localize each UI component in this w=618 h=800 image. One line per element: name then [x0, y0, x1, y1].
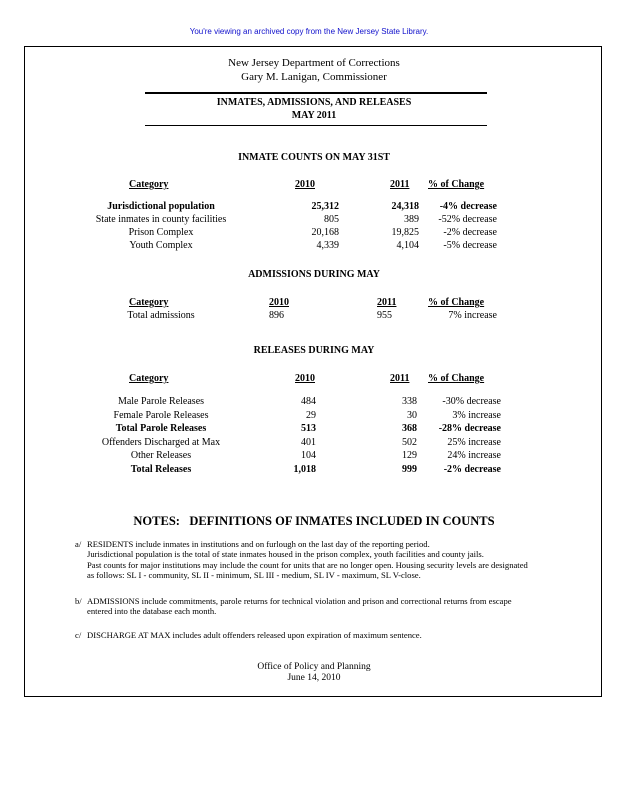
value-2011-cell: 24,318 [391, 201, 419, 212]
counts-row [25, 239, 603, 252]
category-cell: Offenders Discharged at Max [101, 436, 221, 448]
header-rule-top [145, 92, 487, 94]
note-a [77, 539, 577, 583]
counts-row [25, 200, 603, 213]
change-cell: -4% decrease [439, 201, 497, 212]
admissions-heading: ADMISSIONS DURING MAY [248, 269, 380, 280]
admissions-col-2010: 2010 [269, 297, 289, 308]
counts-col-change: % of Change [428, 179, 485, 190]
change-cell: -2% decrease [443, 463, 501, 475]
value-2011-cell: 30 [407, 409, 417, 421]
change-cell: -2% decrease [443, 227, 497, 238]
change-cell: 7% increase [448, 310, 497, 321]
value-2010-cell: 401 [301, 436, 316, 448]
category-cell: Jurisdictional population [107, 201, 215, 212]
change-cell: -28% decrease [438, 423, 501, 434]
note-a-line: RESIDENTS include inmates in institutions and on furlough on the last day of the reporting period. [87, 539, 430, 549]
notes-title: NOTES: DEFINITIONS OF INMATES INCLUDED IN COUNTS [133, 514, 495, 528]
releases-col-2010: 2010 [295, 373, 315, 384]
note-b [77, 596, 577, 618]
change-cell: -5% decrease [443, 240, 497, 251]
category-cell: State inmates in county facilities [95, 214, 227, 225]
releases-col-change: % of Change [428, 373, 485, 384]
note-c-line: DISCHARGE AT MAX includes adult offenders released upon expiration of maximum sentence. [87, 630, 422, 640]
counts-col-2010: 2010 [295, 179, 315, 190]
category-cell: Prison Complex [128, 227, 194, 238]
change-cell: 24% increase [447, 450, 501, 461]
releases-row [25, 449, 603, 462]
note-b-line: entered into the database each month. [87, 606, 217, 617]
releases-heading: RELEASES DURING MAY [253, 345, 375, 356]
value-2011-cell: 129 [402, 450, 417, 461]
category-cell: Female Parole Releases [113, 409, 209, 421]
note-a-line: as follows: SL I - community, SL II - minimum, SL III - medium, SL IV - maximum, SL V-close. [87, 569, 421, 580]
note-a-line: Past counts for major institutions may include the count for units that are no longer open. Housing security levels are designated [87, 559, 528, 570]
archive-banner: You're viewing an archived copy from the New Jersey State Library. [189, 27, 429, 36]
value-2011-cell: 338 [402, 396, 417, 407]
admissions-row [25, 309, 603, 322]
change-cell: -30% decrease [442, 396, 501, 407]
counts-heading: INMATE COUNTS ON MAY 31ST [238, 152, 390, 163]
counts-col-2011: 2011 [390, 179, 410, 190]
note-b-text [87, 596, 577, 617]
value-2011-cell: 955 [377, 310, 392, 321]
report-title: INMATES, ADMISSIONS, AND RELEASES [216, 97, 412, 108]
report-month: MAY 2011 [291, 110, 337, 121]
value-2010-cell: 484 [301, 396, 316, 407]
releases-row [25, 409, 603, 422]
change-cell: -52% decrease [438, 214, 497, 225]
value-2010-cell: 896 [269, 310, 284, 321]
counts-col-category: Category [129, 179, 169, 190]
note-c-label: c/ [75, 630, 82, 640]
note-a-label: a/ [75, 539, 82, 549]
note-b-line: ADMISSIONS include commitments, parole returns for technical violation and prison and correctional returns from escape [87, 596, 512, 606]
counts-row [25, 213, 603, 226]
releases-row [25, 395, 603, 408]
category-cell: Youth Complex [129, 240, 193, 251]
releases-col-category: Category [129, 373, 169, 384]
note-c [77, 630, 577, 642]
releases-header-row [25, 372, 603, 385]
category-cell: Total admissions [127, 310, 195, 321]
category-cell: Total Releases [130, 463, 192, 475]
note-c-text [87, 630, 577, 640]
value-2010-cell: 805 [324, 214, 339, 225]
footer-date: June 14, 2010 [287, 673, 341, 683]
department-name: New Jersey Department of Corrections [228, 57, 400, 69]
note-b-label: b/ [75, 596, 82, 606]
value-2010-cell: 25,312 [311, 201, 339, 212]
admissions-header-row [25, 296, 603, 309]
category-cell: Male Parole Releases [117, 396, 205, 407]
value-2011-cell: 502 [402, 436, 417, 448]
report-frame [24, 46, 602, 697]
header-rule-bottom [145, 125, 487, 126]
value-2010-cell: 104 [301, 450, 316, 461]
change-cell: 25% increase [447, 436, 501, 448]
note-a-text [87, 539, 577, 580]
value-2011-cell: 19,825 [391, 227, 419, 238]
category-cell: Total Parole Releases [115, 423, 207, 434]
category-cell: Other Releases [130, 450, 192, 461]
admissions-col-2011: 2011 [377, 297, 397, 308]
value-2010-cell: 20,168 [311, 227, 339, 238]
value-2011-cell: 4,104 [396, 240, 419, 251]
admissions-col-category: Category [129, 297, 169, 308]
footer-office: Office of Policy and Planning [257, 662, 371, 672]
value-2011-cell: 368 [402, 423, 417, 434]
counts-row [25, 226, 603, 239]
value-2010-cell: 1,018 [293, 463, 316, 475]
admissions-col-change: % of Change [428, 297, 485, 308]
value-2011-cell: 999 [402, 463, 417, 475]
value-2010-cell: 513 [301, 423, 316, 434]
releases-row [25, 463, 603, 476]
note-a-line: Jurisdictional population is the total of state inmates housed in the prison complex, youth facilities and county jails. [87, 549, 484, 560]
commissioner-name: Gary M. Lanigan, Commissioner [241, 71, 387, 83]
releases-col-2011: 2011 [390, 373, 410, 384]
value-2010-cell: 29 [306, 409, 316, 421]
releases-row [25, 436, 603, 449]
value-2011-cell: 389 [404, 214, 419, 225]
change-cell: 3% increase [452, 409, 501, 421]
value-2010-cell: 4,339 [316, 240, 339, 251]
counts-header-row [25, 178, 603, 191]
releases-row [25, 422, 603, 435]
